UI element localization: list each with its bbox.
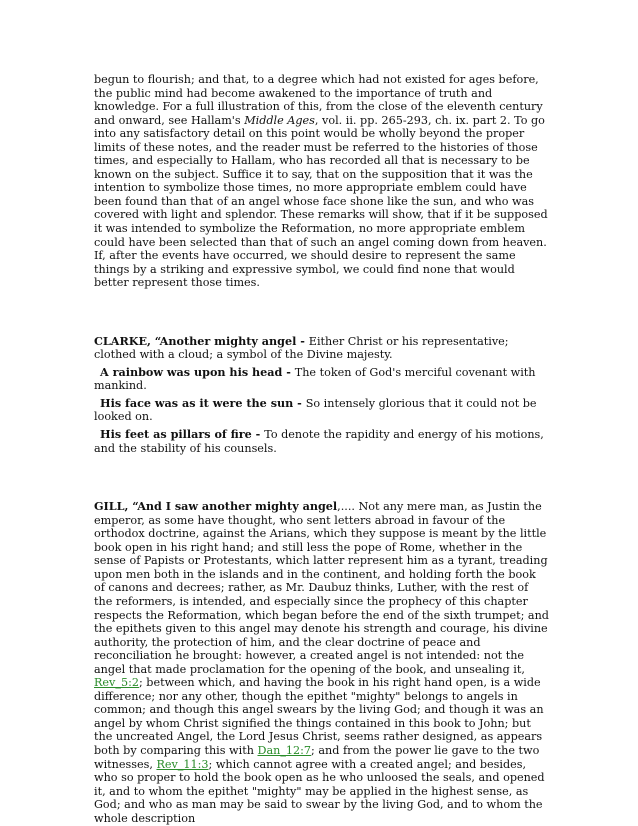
clarke-paragraph-2 xyxy=(94,366,550,393)
gill-paragraph xyxy=(94,500,550,825)
clarke-paragraph-3 xyxy=(94,397,550,424)
document-page xyxy=(94,73,550,825)
clarke-section xyxy=(94,335,550,455)
link-rev-5-2[interactable]: Rev_5:2 xyxy=(94,676,139,690)
gill-text-2: ; between which, and having the book in his right hand open, is a wide difference; nor any other, though the epithet "mighty" belongs to angels in common; and though this angel swears by the living God; and though it was an angel by whom Christ signified the things contained in this book to John; but the uncreated Angel, the Lord Jesus Christ, seems rather designed, as appears both by comparing this with xyxy=(94,676,544,757)
clarke-paragraph-4 xyxy=(94,428,550,455)
clarke-subheading-face: His face was as it were the sun - xyxy=(100,395,306,410)
gill-text-1: ,.... Not any mere man, as Justin the emperor, as some have thought, who sent letters abroad in favour of the orthodox doctrine, against the Arians, which they suppose is meant by the little book open in his right hand; and still less the pope of Rome, whether in the sense of Papists or Protestants, which latter represent him as a tyrant, treading upon men both in the islands and in the continent, and holding forth the book of canons and decrees; rather, as Mr. Daubuz thinks, Luther, with the rest of the reformers, is intended, and especially since the prophecy of this chapter respects the Reformation, which began before the end of the sixth trumpet; and the epithets given to this angel may denote his strength and courage, his divine authority, the protection of him, and the clear doctrine of peace and reconciliation he brought: however, a created angel is not intended: not the angel that made proclamation for the opening of the book, and unsealing it, xyxy=(94,500,549,676)
clarke-text-4: To denote the rapidity and energy of his motions, and the stability of his counsels. xyxy=(94,428,544,455)
clarke-text-2: The token of God's merciful covenant with mankind. xyxy=(94,365,536,393)
gill-text-3: ; and from the power lie gave to the two witnesses, xyxy=(94,743,540,771)
clarke-subheading-feet: His feet as pillars of fire - xyxy=(100,427,265,442)
clarke-subheading-rainbow: A rainbow was upon his head - xyxy=(100,364,295,379)
clarke-heading: CLARKE, “Another mighty angel - xyxy=(94,333,309,348)
clarke-paragraph-1 xyxy=(94,335,550,362)
gill-heading: GILL, “And I saw another mighty angel xyxy=(94,499,338,514)
gill-text-4: ; which cannot agree with a created angel; and besides, who so proper to hold the book open as he who unloosed the seals, and opened it, and to whom the epithet "mighty" may be applied in the highest sense, as God; and who as man may be said to swear by the living God, and to whom the whole description xyxy=(94,757,545,825)
intro-text-2: , vol. ii. pp. 265-293, ch. ix. part 2. To go into any satisfactory detail on this point would be wholly beyond the proper limits of these notes, and the reader must be referred to the histories of those times, and especially to Hallam, who has recorded all that is necessary to be known on the subject. Suffice it to say, that on the supposition that it was the intention to symbolize those times, no more appropriate emblem could have been found than that of an angel whose face shone like the sun, and who was covered with light and splendor. These remarks will show, that if it be supposed it was intended to symbolize the Reformation, no more appropriate emblem could have been selected than that of such an angel coming down from heaven. If, after the events have occurred, we should desire to represent the same things by a striking and expressive symbol, we could find none that would better represent those times. xyxy=(94,113,548,290)
intro-text-1: begun to flourish; and that, to a degree which had not existed for ages before, the public mind had become awakened to the importance of truth and knowledge. For a full illustration of this, from the close of the eleventh century and onward, see Hallam's xyxy=(94,73,543,127)
clarke-text-3: So intensely glorious that it could not be looked on. xyxy=(94,396,537,424)
clarke-text-1: Either Christ or his representative; clothed with a cloud; a symbol of the Divine majesty. xyxy=(94,334,509,362)
intro-paragraph xyxy=(94,73,550,290)
link-dan-12-7[interactable]: Dan_12:7 xyxy=(257,743,312,757)
intro-italic-title: Middle Ages xyxy=(244,113,315,127)
link-rev-11-3[interactable]: Rev_11:3 xyxy=(156,757,209,771)
